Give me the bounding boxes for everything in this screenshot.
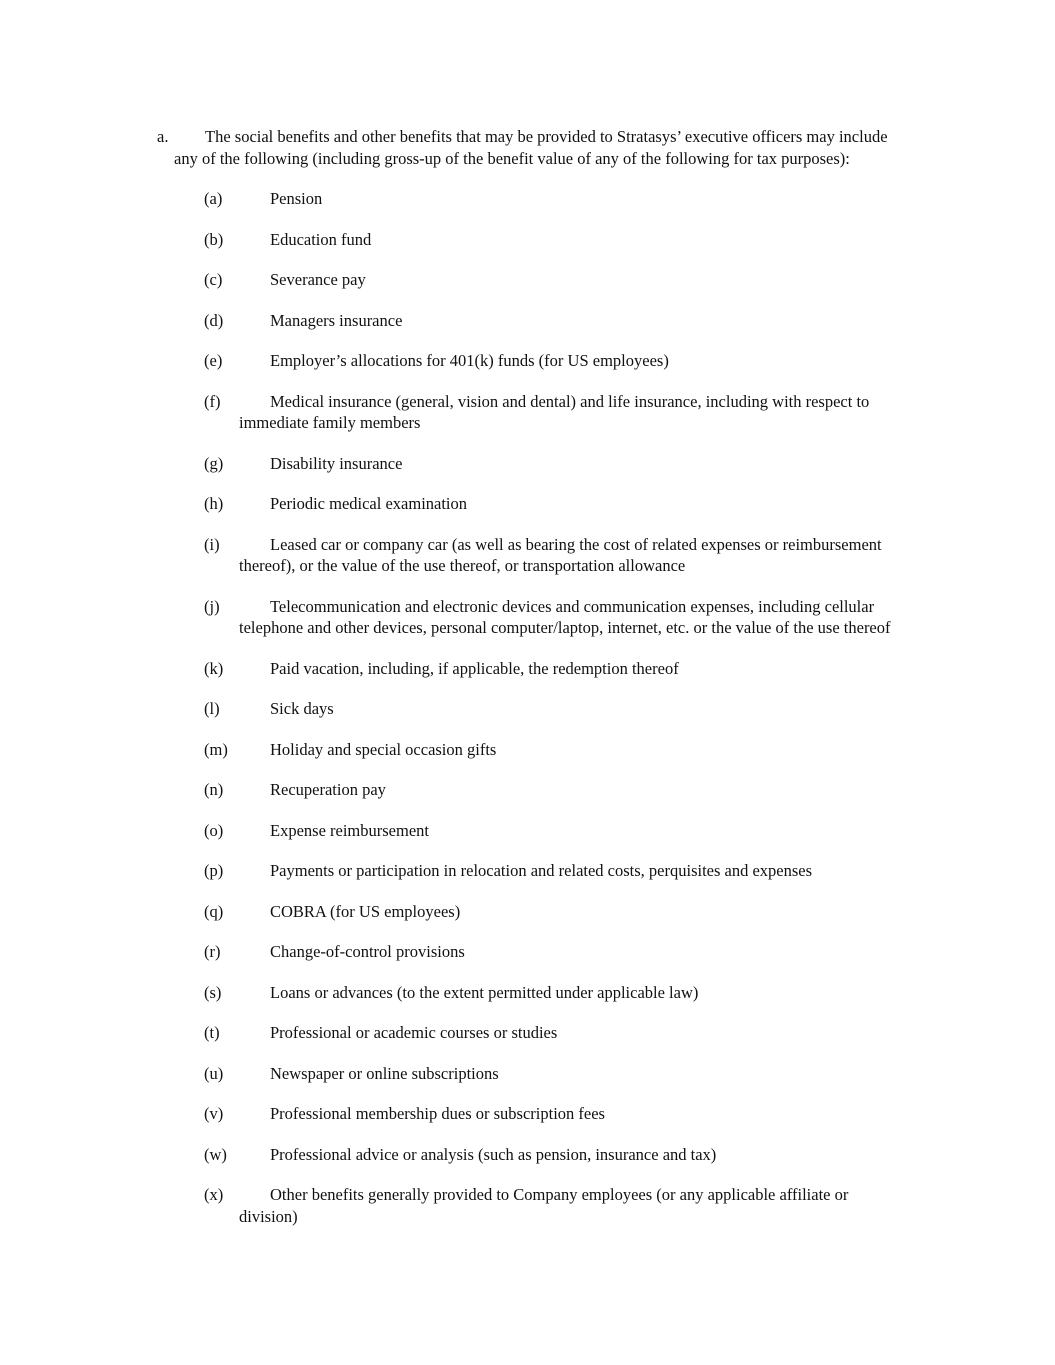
list-item — [204, 820, 934, 842]
intro-paragraph — [157, 126, 927, 170]
list-item — [204, 188, 934, 210]
item-text: Change-of-control provisions — [270, 942, 465, 961]
item-text: Expense reimbursement — [270, 820, 429, 840]
item-marker: (n) — [204, 780, 224, 799]
item-marker: (s) — [204, 982, 222, 1002]
list-item — [204, 739, 934, 761]
item-marker: (e) — [204, 351, 223, 370]
list-item — [204, 596, 934, 639]
benefits-list — [204, 188, 934, 1246]
item-text: COBRA (for US employees) — [270, 901, 461, 921]
item-marker: (u) — [204, 1063, 224, 1083]
item-text: Professional membership dues or subscription fees — [270, 1104, 605, 1123]
item-text: Severance pay — [270, 270, 366, 289]
item-text: Disability insurance — [270, 453, 403, 473]
item-marker: (v) — [204, 1104, 224, 1123]
item-text: Medical insurance (general, vision and dental) and life insurance, including with respect to — [270, 391, 870, 411]
list-item — [204, 493, 934, 515]
item-marker: (a) — [204, 189, 223, 208]
item-text: Holiday and special occasion gifts — [270, 739, 497, 759]
item-marker: (m) — [204, 739, 228, 759]
item-marker: (l) — [204, 699, 220, 718]
list-item — [204, 229, 934, 251]
list-item — [204, 391, 934, 434]
item-text: Newspaper or online subscriptions — [270, 1063, 499, 1083]
item-marker: (c) — [204, 270, 223, 289]
list-item — [204, 1022, 934, 1044]
list-item — [204, 310, 934, 332]
item-text-continued: division) — [239, 1206, 298, 1226]
item-text: Paid vacation, including, if applicable, the redemption thereof — [270, 658, 679, 678]
list-item — [204, 901, 934, 923]
item-text: Education fund — [270, 229, 372, 249]
item-text: Managers insurance — [270, 310, 403, 330]
item-marker: (j) — [204, 596, 220, 616]
item-text: Sick days — [270, 699, 334, 718]
item-marker: (f) — [204, 391, 221, 411]
item-text-continued: thereof), or the value of the use thereof, or transportation allowance — [239, 556, 686, 575]
list-item — [204, 1103, 934, 1125]
list-item — [204, 982, 934, 1004]
item-text: Loans or advances (to the extent permitted under applicable law) — [270, 982, 699, 1002]
list-item — [204, 1144, 934, 1166]
item-text-continued: telephone and other devices, personal computer/laptop, internet, etc. or the value of the use thereof — [239, 618, 891, 637]
list-item — [204, 350, 934, 372]
item-text: Professional advice or analysis (such as pension, insurance and tax) — [270, 1144, 717, 1164]
item-marker: (r) — [204, 942, 221, 961]
item-text-continued: immediate family members — [239, 413, 421, 432]
list-item — [204, 269, 934, 291]
item-text: Payments or participation in relocation and related costs, perquisites and expenses — [270, 861, 813, 880]
list-item — [204, 453, 934, 475]
list-item — [204, 1063, 934, 1085]
intro-text-line1: The social benefits and other benefits that may be provided to Stratasys’ executive officers may include — [205, 127, 888, 146]
item-marker: (o) — [204, 820, 224, 840]
item-marker: (b) — [204, 229, 224, 249]
list-item — [204, 941, 934, 963]
item-marker: (d) — [204, 310, 224, 330]
item-marker: (i) — [204, 534, 220, 554]
item-marker: (g) — [204, 453, 224, 473]
list-item — [204, 698, 934, 720]
item-text: Other benefits generally provided to Company employees (or any applicable affiliate or — [270, 1185, 849, 1204]
item-marker: (t) — [204, 1023, 220, 1042]
item-text: Employer’s allocations for 401(k) funds (for US employees) — [270, 351, 669, 370]
list-item — [204, 534, 934, 577]
item-marker: (h) — [204, 494, 224, 513]
item-marker: (w) — [204, 1144, 227, 1164]
item-text: Recuperation pay — [270, 780, 386, 799]
item-marker: (x) — [204, 1185, 224, 1204]
list-item — [204, 658, 934, 680]
list-item — [204, 1184, 934, 1227]
item-text: Professional or academic courses or studies — [270, 1023, 558, 1042]
item-marker: (p) — [204, 861, 224, 880]
item-marker: (k) — [204, 658, 224, 678]
list-item — [204, 860, 934, 882]
item-text: Pension — [270, 189, 323, 208]
item-text: Leased car or company car (as well as bearing the cost of related expenses or reimbursement — [270, 534, 882, 554]
list-item — [204, 779, 934, 801]
intro-text-line2: any of the following (including gross-up of the benefit value of any of the following for tax purposes): — [174, 149, 850, 168]
intro-marker: a. — [157, 127, 169, 146]
item-text: Telecommunication and electronic devices and communication expenses, including cellular — [270, 596, 875, 616]
item-marker: (q) — [204, 901, 224, 921]
item-text: Periodic medical examination — [270, 494, 468, 513]
